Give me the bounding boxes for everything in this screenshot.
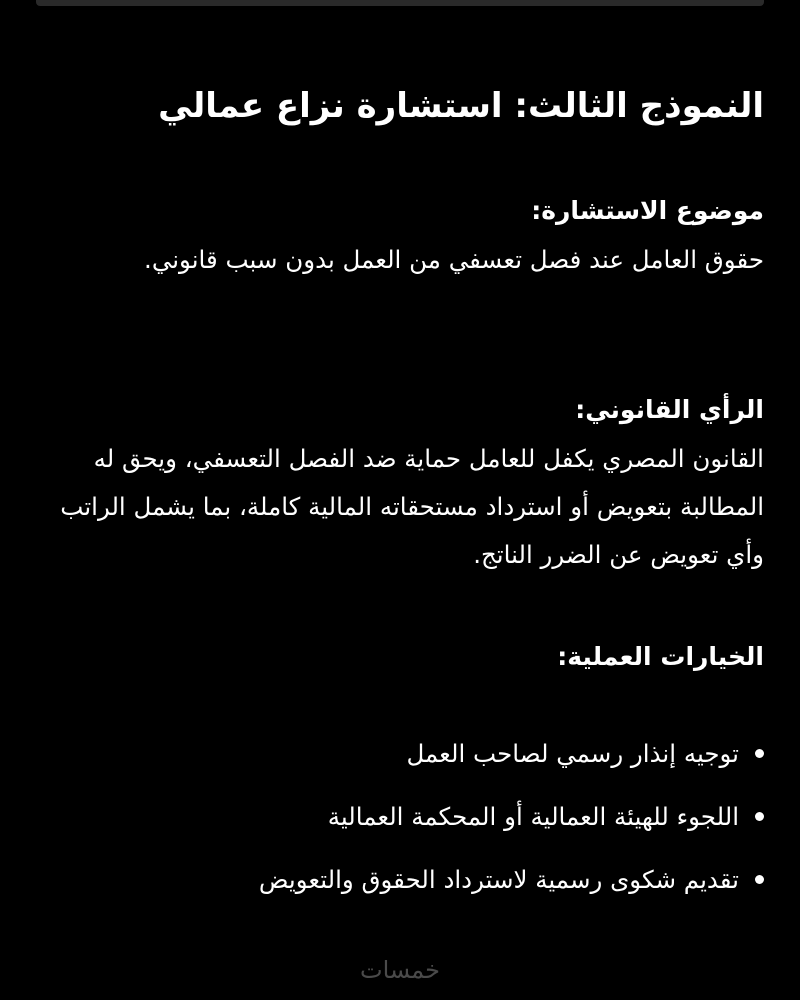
option-text: توجيه إنذار رسمي لصاحب العمل	[406, 739, 739, 768]
practical-options-section	[36, 632, 764, 682]
practical-options-list	[36, 722, 764, 911]
subject-heading: موضوع الاستشارة:	[531, 196, 764, 225]
watermark-logo: خمسات	[359, 956, 441, 984]
legal-opinion-text: القانون المصري يكفل للعامل حماية ضد الفصل التعسفي، ويحق له المطالبة بتعويض أو استرداد مستحقاته المالية كاملة، بما يشمل الراتب وأي تعويض عن الضرر الناتج.	[60, 444, 764, 569]
bullet-icon	[755, 749, 764, 758]
legal-opinion-section	[36, 385, 764, 579]
subject-section	[36, 186, 764, 284]
bullet-icon	[755, 812, 764, 821]
legal-opinion-heading: الرأي القانوني:	[575, 395, 764, 424]
option-text: اللجوء للهيئة العمالية أو المحكمة العمالية	[327, 802, 739, 831]
subject-text: حقوق العامل عند فصل تعسفي من العمل بدون سبب قانوني.	[144, 245, 764, 274]
option-text: تقديم شكوى رسمية لاسترداد الحقوق والتعويض	[258, 865, 739, 894]
bullet-icon	[755, 875, 764, 884]
page-title: النموذج الثالث: استشارة نزاع عمالي	[158, 86, 764, 126]
practical-options-heading: الخيارات العملية:	[557, 642, 764, 671]
list-item	[36, 785, 764, 848]
list-item	[36, 848, 764, 911]
list-item	[36, 722, 764, 785]
